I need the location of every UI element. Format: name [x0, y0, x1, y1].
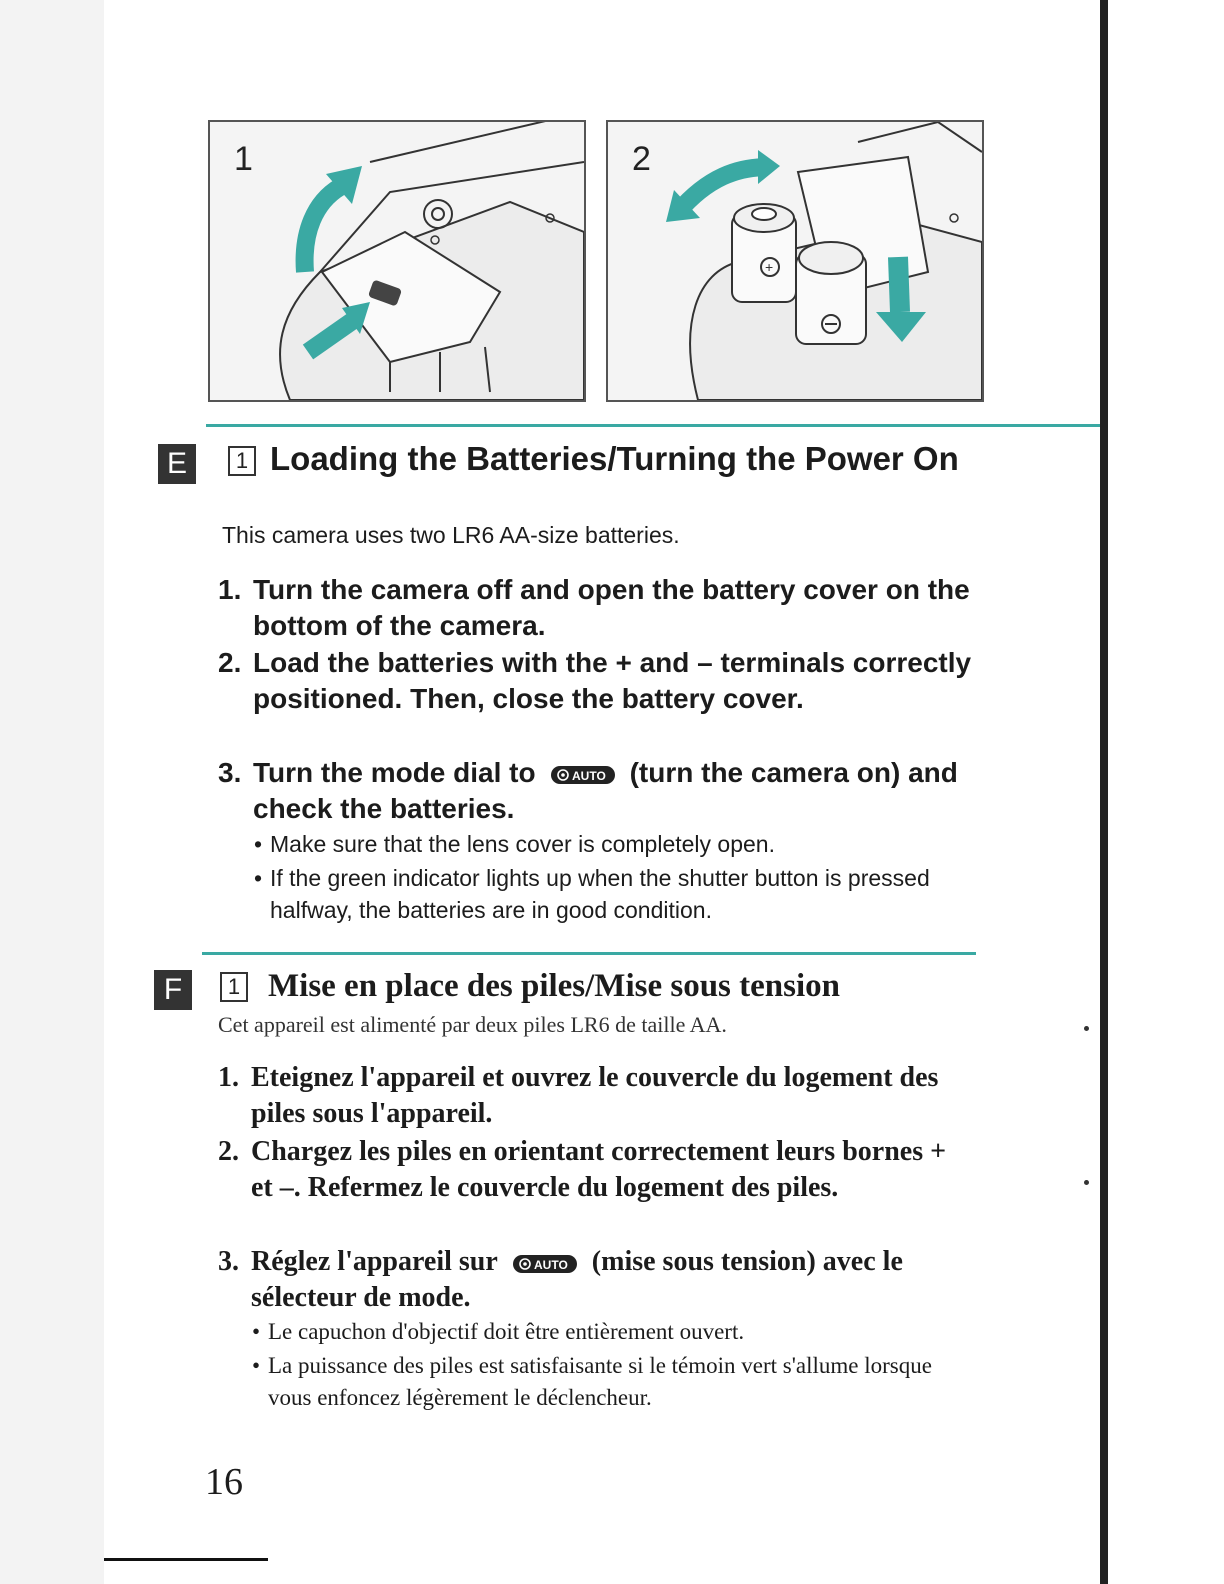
english-step-2 [218, 645, 973, 717]
bullet-marker: • [254, 831, 263, 857]
mode-dial-auto-icon [512, 1254, 578, 1274]
step-text [218, 755, 973, 827]
figure-number-1: 1 [234, 140, 253, 178]
step-text: Chargez les piles en orientant correctement leurs bornes + et –. Refermez le couvercle du logement des piles. [251, 1136, 947, 1203]
svg-text:+: + [765, 259, 774, 275]
english-step-1 [218, 572, 973, 644]
scan-speck [1084, 1026, 1089, 1031]
step-number: 1. [218, 574, 242, 605]
scan-speck [1084, 1180, 1089, 1185]
french-step-2 [218, 1134, 971, 1206]
french-section-rule [202, 952, 976, 955]
bullet-marker: • [254, 865, 263, 891]
english-intro: This camera uses two LR6 AA-size batteries. [222, 522, 680, 548]
english-section-number: 1 [228, 446, 256, 476]
french-intro: Cet appareil est alimenté par deux piles LR6 de taille AA. [218, 1012, 727, 1037]
step-number: 3. [218, 757, 242, 788]
step-text: Eteignez l'appareil et ouvrez le couvercle du logement des piles sous l'appareil. [251, 1062, 939, 1129]
scan-left-margin [0, 0, 104, 1584]
camera-bottom-illustration [210, 122, 584, 400]
figure-open-battery-cover [208, 120, 586, 402]
english-step-3 [218, 755, 973, 827]
french-bullet-2 [252, 1350, 932, 1414]
step-text [218, 1244, 971, 1316]
english-bullet-1 [254, 828, 974, 860]
step-number: 2. [218, 1136, 239, 1167]
bullet-text: La puissance des piles est satisfaisante si le témoin vert s'allume lorsque vous enfoncez légèrement le déclencheur. [268, 1353, 932, 1410]
english-title: Loading the Batteries/Turning the Power On [270, 440, 959, 477]
bullet-marker: • [252, 1353, 261, 1378]
step-text-after: (turn the camera on) and check the batteries. [253, 757, 958, 824]
bullet-text: Make sure that the lens cover is completely open. [270, 831, 775, 857]
step-number: 3. [218, 1246, 239, 1277]
step-text: Turn the camera off and open the battery cover on the bottom of the camera. [253, 574, 970, 641]
french-section-number: 1 [220, 972, 248, 1002]
step-text-after: (mise sous tension) avec le sélecteur de mode. [251, 1246, 903, 1313]
step-number: 1. [218, 1062, 239, 1093]
mode-dial-auto-icon [550, 765, 616, 785]
french-title: Mise en place des piles/Mise sous tension [268, 968, 841, 1004]
figure-load-batteries [606, 120, 984, 402]
french-bullet-1 [252, 1316, 972, 1348]
auto-icon-label: AUTO [571, 768, 606, 783]
auto-icon-label: AUTO [533, 1257, 568, 1272]
page-number: 16 [205, 1461, 243, 1503]
step-text-before: Turn the mode dial to [253, 757, 536, 788]
step-number: 2. [218, 647, 242, 678]
figure-number-2: 2 [632, 140, 651, 178]
bullet-marker: • [252, 1319, 261, 1344]
bottom-edge-rule [104, 1558, 268, 1561]
english-section-rule [206, 424, 1100, 427]
french-step-3 [218, 1244, 971, 1316]
english-bullet-2 [254, 862, 974, 926]
french-step-1 [218, 1060, 971, 1132]
battery-loading-illustration [608, 122, 982, 400]
scan-right-margin [1108, 0, 1224, 1584]
french-language-badge: F [154, 970, 192, 1010]
bullet-text: Le capuchon d'objectif doit être entièrement ouvert. [268, 1319, 745, 1344]
step-text: Load the batteries with the + and – terminals correctly positioned. Then, close the battery cover. [253, 647, 972, 714]
step-text-before: Réglez l'appareil sur [251, 1246, 498, 1277]
scan-right-edge [1100, 0, 1108, 1584]
english-language-badge: E [158, 444, 196, 484]
bullet-text: If the green indicator lights up when the shutter button is pressed halfway, the batteries are in good condition. [270, 865, 930, 923]
